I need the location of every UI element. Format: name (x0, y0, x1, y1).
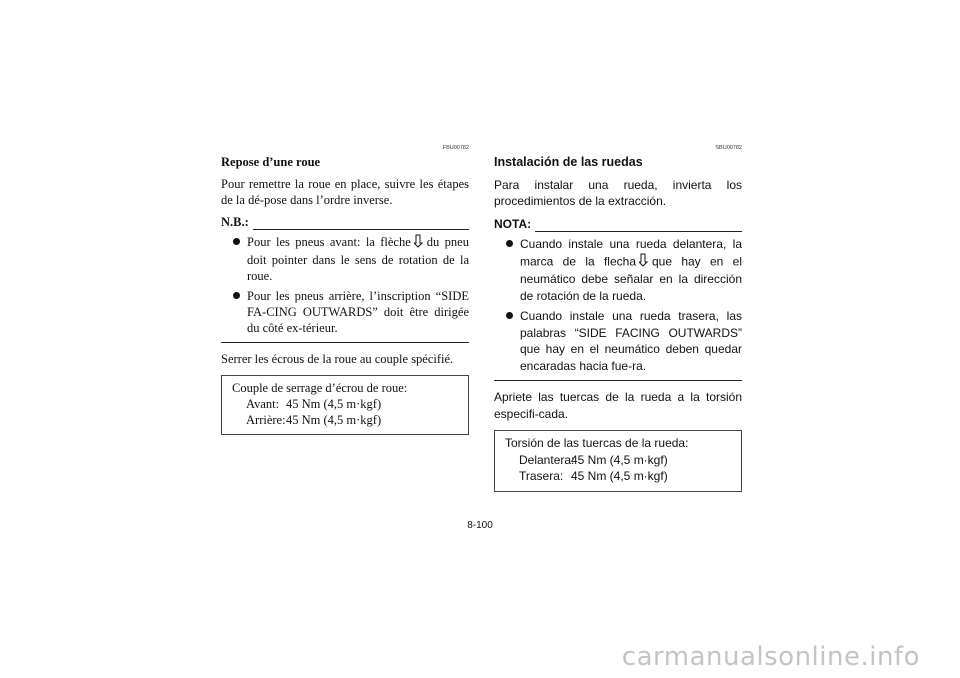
spec-row-front: Avant: 45 Nm (4,5 m·kgf) (246, 397, 382, 412)
note-end-rule (494, 380, 742, 381)
spanish-column (494, 144, 742, 492)
note-label: NOTA: (494, 216, 532, 231)
spec-row-rear: Arrière: 45 Nm (4,5 m·kgf) (246, 413, 382, 428)
intro-paragraph: Para instalar una rueda, invierta los procedimientos de la extracción. (494, 177, 742, 208)
note-list (494, 236, 742, 374)
section-code: FBU00782 (442, 145, 469, 151)
page-number: 8-100 (467, 520, 493, 531)
note-item: Pour les pneus avant: la flèche du pneu doit pointer dans le sens de rotation de la roue. (231, 234, 469, 284)
bullet-dot (233, 292, 240, 299)
note-header (221, 214, 469, 230)
spec-row-front: Delantera: 45 Nm (4,5 m·kgf) (519, 452, 668, 467)
instruction-paragraph: Serrer les écrous de la roue au couple spécifié. (221, 352, 454, 367)
note-rule (253, 219, 469, 230)
spec-box (494, 430, 742, 492)
spec-title: Couple de serrage d’écrou de roue: (232, 381, 408, 396)
note-item: Cuando instale una rueda delantera, la marca de la flecha que hay en el neumático debe señalar en la dirección de rotación de la rueda. (504, 236, 742, 304)
note-end-rule (221, 342, 469, 343)
rotation-arrow-icon (639, 253, 649, 272)
intro-paragraph: Pour remettre la roue en place, suivre les étapes de la dé-pose dans l’ordre inverse. (221, 177, 469, 207)
bullet-dot (506, 240, 513, 247)
note-list (221, 234, 469, 336)
note-rule (535, 221, 742, 232)
section-heading: Repose d’une roue (221, 155, 321, 169)
instruction-paragraph: Apriete las tuercas de la rueda a la torsión especifi-cada. (494, 390, 742, 421)
spec-box (221, 375, 469, 435)
spec-title: Torsión de las tuercas de la rueda: (505, 436, 689, 450)
note-header (494, 216, 742, 233)
note-label: N.B.: (221, 215, 249, 229)
rotation-arrow-icon (414, 234, 424, 252)
french-column (221, 144, 469, 435)
section-code: SBU00782 (715, 145, 742, 151)
watermark: carmanualsonline.info (621, 642, 920, 672)
section-heading: Instalación de las ruedas (494, 155, 643, 169)
note-item: Pour les pneus arrière, l’inscription “SIDE FA-CING OUTWARDS” doit être dirigée du côté ex-térieur. (231, 288, 469, 336)
bullet-dot (506, 312, 513, 319)
spec-row-rear: Trasera: 45 Nm (4,5 m·kgf) (519, 469, 668, 483)
bullet-dot (233, 238, 240, 245)
note-item: Cuando instale una rueda trasera, las palabras “SIDE FACING OUTWARDS” que hay en el neumático deben quedar encaradas hacia fue-ra. (504, 308, 742, 374)
